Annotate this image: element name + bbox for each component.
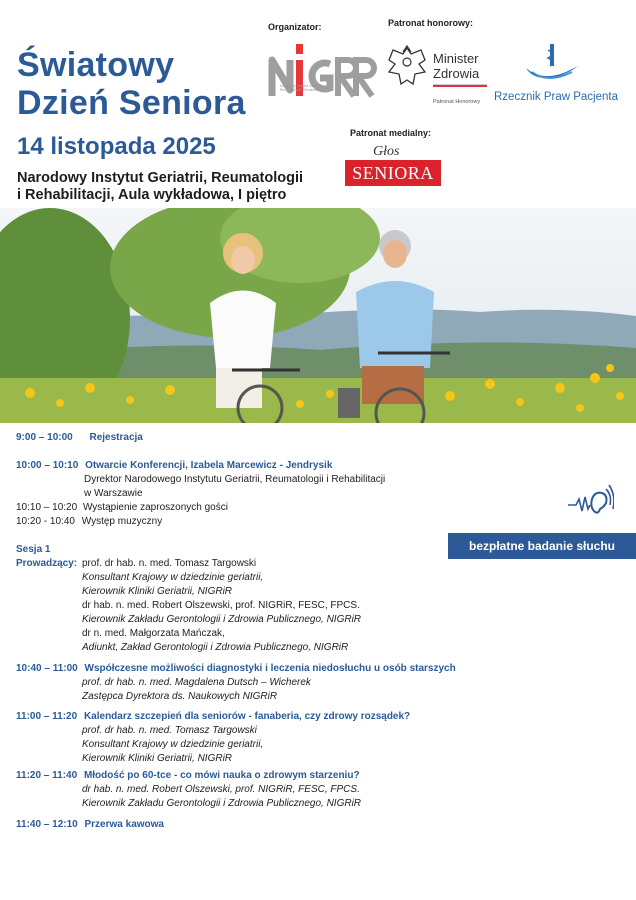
- nigrr-logo: [268, 40, 378, 106]
- ministry-sub: Patronat Honorowy: [433, 99, 481, 105]
- session-label: Sesja 1: [16, 544, 51, 555]
- seniors-cycling-photo: [0, 208, 636, 423]
- ministry-flag-bar: [433, 84, 487, 87]
- talk-2-role-1: Konsultant Krajowy w dziedzinie geriatrii,: [82, 739, 264, 750]
- talk-1-role: Zastępca Dyrektora ds. Naukowych NIGRiR: [82, 691, 278, 702]
- guests-title: Wystąpienie zaproszonych gości: [82, 502, 228, 513]
- opening-title: Otwarcie Konferencji, Izabela Marcewicz - Jendrysik: [85, 460, 333, 471]
- opening-row: [16, 459, 332, 473]
- title-line-1: Światowy: [17, 46, 175, 84]
- guests-row: [16, 501, 228, 515]
- talk-2-row: [16, 710, 410, 724]
- chairs-label: Prowadzący:: [16, 558, 78, 569]
- event-date: 14 listopada 2025: [17, 133, 216, 160]
- ministry-name: [433, 51, 479, 81]
- talk-1-speaker: prof. dr hab. n. med. Magdalena Dutsch – Wicherek: [82, 677, 311, 688]
- break-title: Przerwa kawowa: [84, 819, 164, 830]
- chair-1-name: prof. dr hab. n. med. Tomasz Targowski: [82, 558, 257, 569]
- glos-text: Głos: [373, 144, 400, 159]
- opening-desc-1: Dyrektor Narodowego Instytutu Geriatrii, Reumatologii i Rehabilitacji: [84, 474, 386, 485]
- chair-1-role-1: Konsultant Krajowy w dziedzinie geriatrii,: [82, 572, 264, 583]
- talk-1-title: Współczesne możliwości diagnostyki i leczenia niedosłuchu u osób starszych: [84, 663, 456, 674]
- organizer-label: Organizator:: [268, 22, 322, 32]
- opening-time: 10:00 – 10:10: [16, 460, 79, 471]
- guests-time: 10:10 – 10:20: [16, 502, 78, 513]
- patient-rights-icon: [522, 42, 582, 86]
- registration-title: Rejestracja: [89, 432, 143, 443]
- music-time: 10:20 - 10:40: [16, 516, 75, 527]
- registration-time: 9:00 – 10:00: [16, 432, 73, 443]
- event-title: [17, 46, 246, 122]
- rpp-text: Rzecznik Praw Pacjenta: [494, 91, 618, 103]
- music-row: [16, 515, 162, 529]
- free-hearing-test-badge: bezpłatne badanie słuchu: [448, 533, 636, 559]
- talk-2-time: 11:00 – 11:20: [16, 711, 78, 722]
- eagle-icon: [385, 44, 429, 90]
- registration-row: [16, 431, 143, 445]
- talk-1-row: [16, 662, 456, 676]
- talk-3-title: Młodość po 60-tce - co mówi nauka o zdrowym starzeniu?: [83, 770, 360, 781]
- seniora-text: SENIORA: [345, 160, 441, 186]
- talk-2-role-2: Kierownik Kliniki Geriatrii, NIGRiR: [82, 753, 233, 764]
- chair-2-role-1: Kierownik Zakładu Gerontologii i Zdrowia Publicznego, NIGRiR: [82, 614, 362, 625]
- nigrr-logo-graphic: [268, 40, 378, 106]
- title-line-2: Dzień Seniora: [17, 84, 246, 122]
- glos-seniora-logo: [345, 146, 441, 190]
- break-row: [16, 818, 164, 832]
- ministry-line-2: Zdrowia: [433, 66, 480, 81]
- music-title: Występ muzyczny: [81, 516, 163, 527]
- event-venue: [17, 170, 303, 204]
- talk-1-time: 10:40 – 11:00: [16, 663, 78, 674]
- honorary-label: Patronat honorowy:: [388, 18, 473, 28]
- venue-line-1: Narodowy Instytut Geriatrii, Reumatologii: [17, 170, 304, 186]
- ministry-line-1: Minister: [433, 51, 479, 66]
- talk-3-row: [16, 769, 360, 783]
- chair-3-name: dr n. med. Małgorzata Mańczak,: [82, 628, 225, 639]
- photo-illustration: [0, 208, 636, 423]
- rpp-logo: [494, 42, 620, 106]
- talk-3-speaker: dr hab. n. med. Robert Olszewski, prof. NIGRiR, FESC, FPCS.: [82, 784, 360, 795]
- venue-line-2: i Rehabilitacji, Aula wykładowa, I piętro: [17, 187, 287, 203]
- ministry-logo: [385, 44, 493, 108]
- talk-2-speaker: prof. dr hab. n. med. Tomasz Targowski: [82, 725, 257, 736]
- chair-3-role-1: Adiunkt, Zakład Gerontologii i Zdrowia Publicznego, NIGRiR: [82, 642, 349, 653]
- chair-1-role-2: Kierownik Kliniki Geriatrii, NIGRiR: [82, 586, 233, 597]
- talk-3-role: Kierownik Zakładu Gerontologii i Zdrowia Publicznego, NIGRiR: [82, 798, 362, 809]
- talk-2-title: Kalendarz szczepień dla seniorów - fanaberia, czy zdrowy rozsądek?: [83, 711, 411, 722]
- break-time: 11:40 – 12:10: [16, 819, 78, 830]
- hearing-icon: [568, 483, 614, 519]
- chair-2-name: dr hab. n. med. Robert Olszewski, prof. NIGRiR, FESC, FPCS.: [82, 600, 360, 611]
- opening-desc-2: w Warszawie: [84, 488, 143, 499]
- talk-3-time: 11:20 – 11:40: [16, 770, 78, 781]
- media-label: Patronat medialny:: [350, 128, 432, 138]
- nigrr-small-text: Narodowy Instytut Geriatrii, Reumatologii i Rehabilitacji: [280, 84, 323, 92]
